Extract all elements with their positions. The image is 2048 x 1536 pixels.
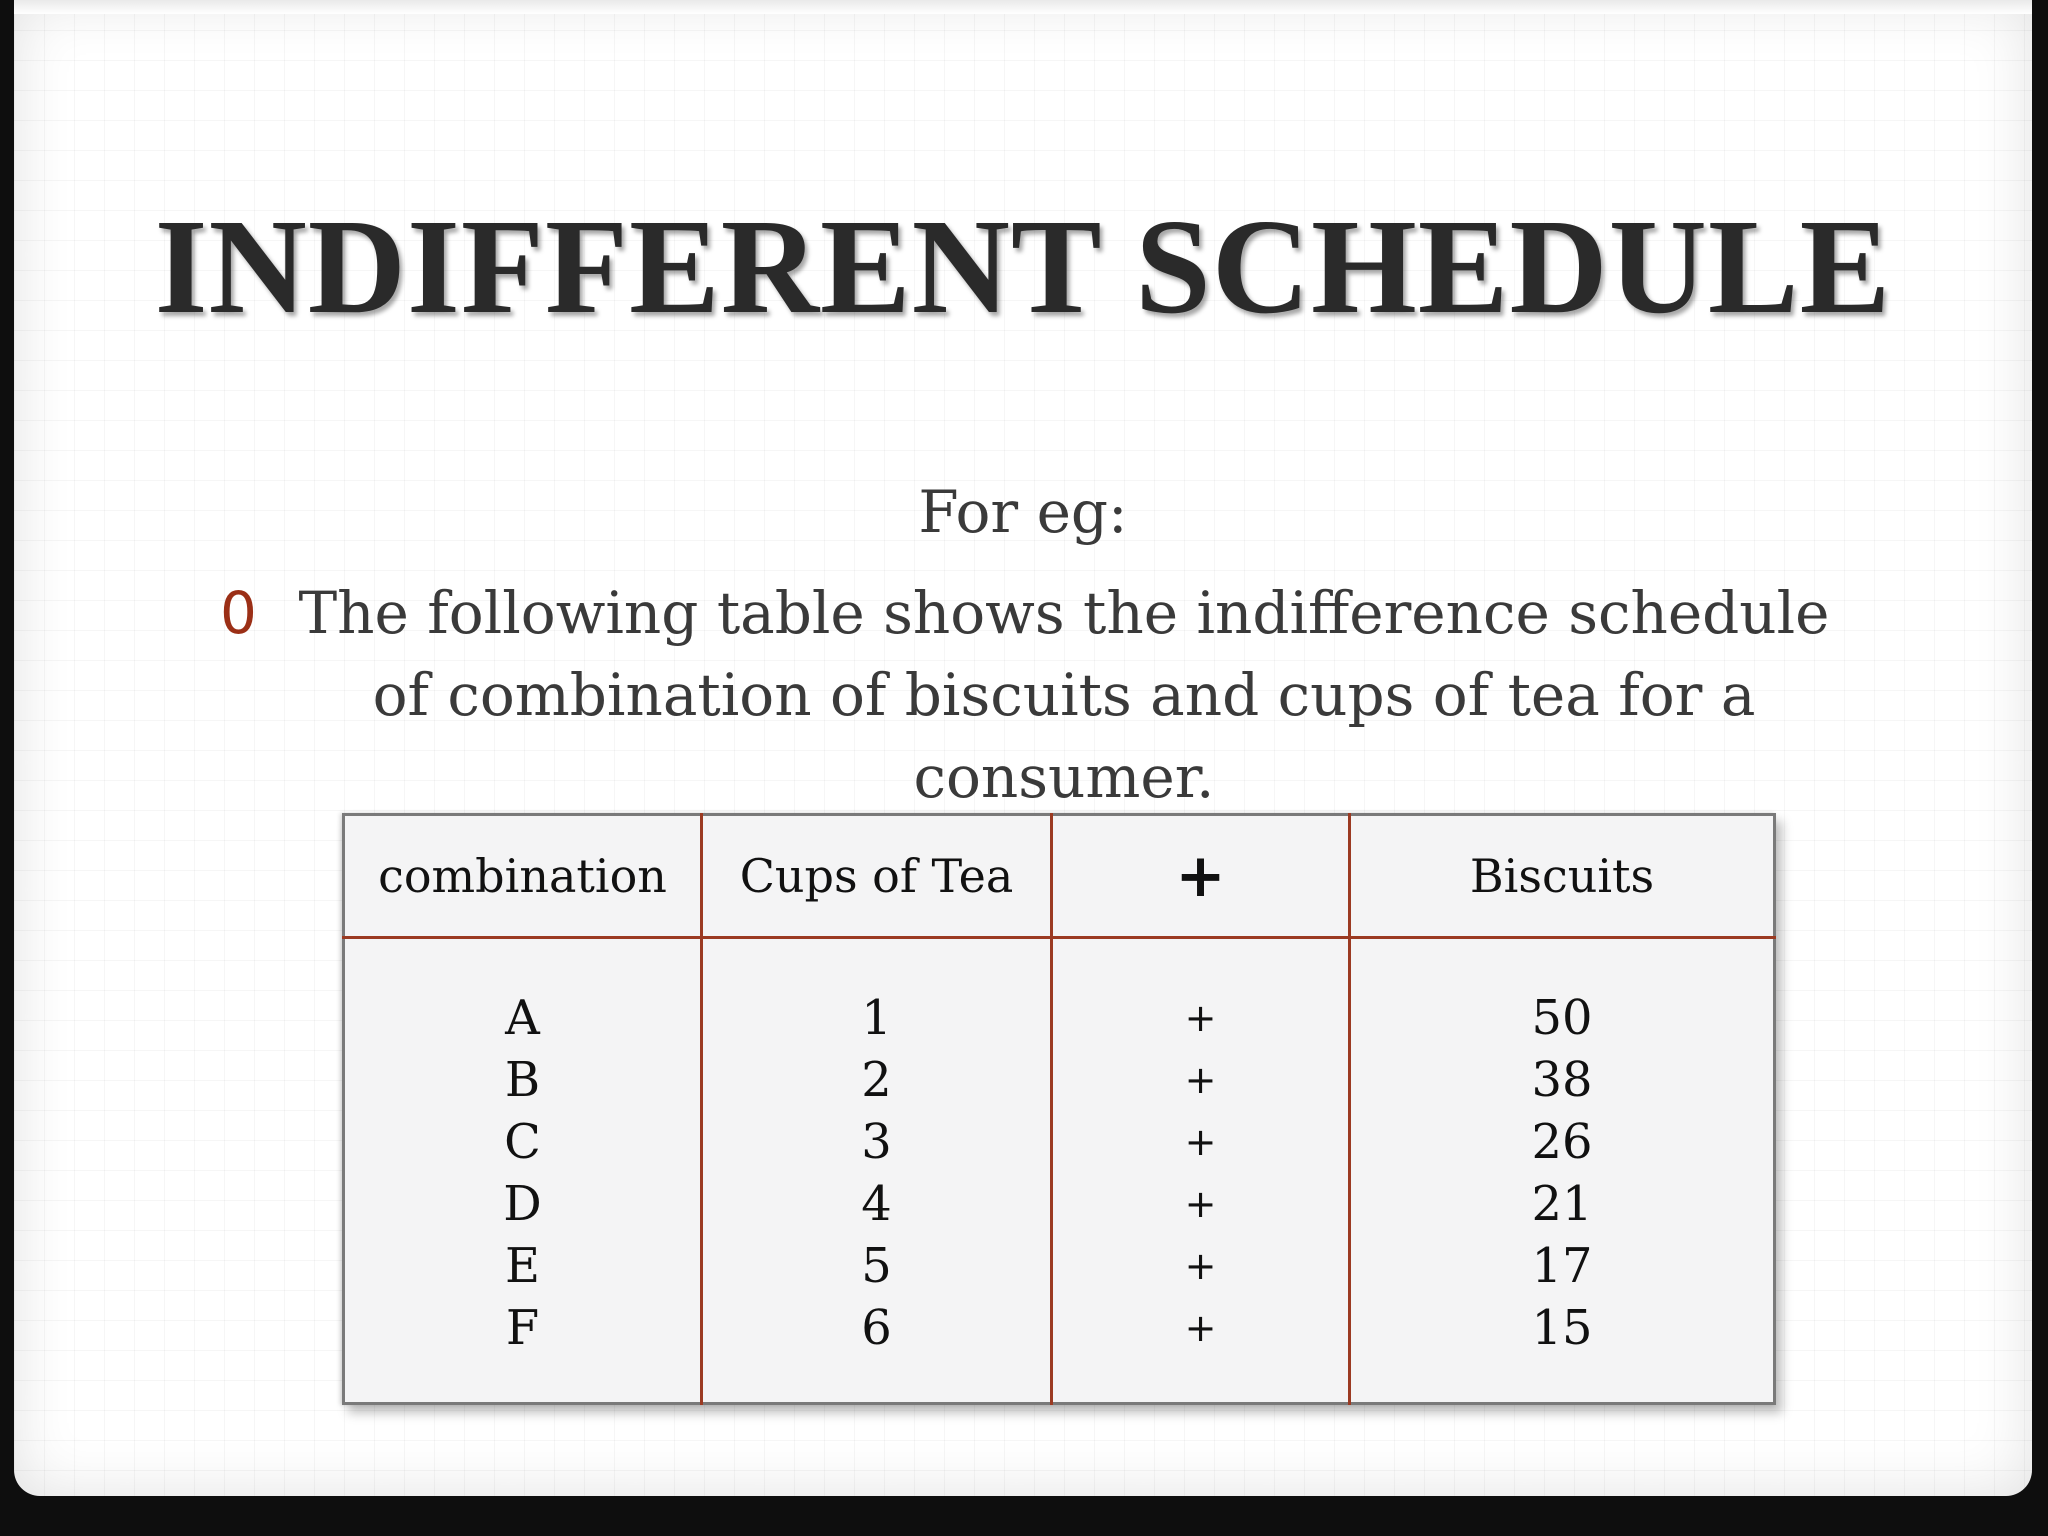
cups-value: 1 bbox=[861, 990, 892, 1046]
bullet-marker: 0 bbox=[220, 579, 257, 647]
bullet-paragraph bbox=[214, 572, 1874, 818]
header-biscuits: Biscuits bbox=[1350, 815, 1775, 938]
plus-sign: + bbox=[1184, 1306, 1217, 1350]
table-row bbox=[344, 938, 1775, 1404]
combination-column bbox=[344, 938, 702, 1404]
header-plus: + bbox=[1052, 815, 1350, 938]
header-cups-of-tea: Cups of Tea bbox=[702, 815, 1052, 938]
plus-sign: + bbox=[1184, 1182, 1217, 1226]
cups-of-tea-column bbox=[702, 938, 1052, 1404]
slide bbox=[14, 0, 2032, 1496]
cups-value: 2 bbox=[861, 1052, 892, 1108]
slide-title: INDIFFERENT SCHEDULE bbox=[154, 192, 1892, 342]
biscuits-value: 15 bbox=[1531, 1300, 1593, 1356]
plus-sign: + bbox=[1184, 1058, 1217, 1102]
cups-value: 3 bbox=[861, 1114, 892, 1170]
biscuits-column bbox=[1350, 938, 1775, 1404]
cups-value: 6 bbox=[861, 1300, 892, 1356]
biscuits-value: 17 bbox=[1531, 1238, 1593, 1294]
table-header-row bbox=[344, 815, 1775, 938]
plus-column bbox=[1052, 938, 1350, 1404]
combination-value: B bbox=[504, 1052, 541, 1108]
indifference-schedule-table bbox=[342, 813, 1776, 1405]
plus-sign: + bbox=[1184, 1244, 1217, 1288]
biscuits-value: 50 bbox=[1531, 990, 1593, 1046]
biscuits-value: 21 bbox=[1531, 1176, 1593, 1232]
intro-text: For eg: bbox=[918, 478, 1128, 546]
slide-top-strip bbox=[14, 0, 2032, 14]
combination-value: C bbox=[504, 1114, 541, 1170]
cups-value: 5 bbox=[861, 1238, 892, 1294]
header-combination: combination bbox=[344, 815, 702, 938]
combination-value: A bbox=[505, 990, 540, 1046]
cups-value: 4 bbox=[861, 1176, 892, 1232]
combination-value: D bbox=[503, 1176, 542, 1232]
combination-value: E bbox=[504, 1238, 541, 1294]
biscuits-value: 26 bbox=[1531, 1114, 1593, 1170]
combination-value: F bbox=[505, 1300, 540, 1356]
plus-sign: + bbox=[1184, 996, 1217, 1040]
bullet-text: The following table shows the indifference schedule of combination of biscuits and cups of tea for a consumer. bbox=[298, 579, 1830, 811]
plus-sign: + bbox=[1184, 1120, 1217, 1164]
schedule-table-container bbox=[342, 813, 1776, 1405]
biscuits-value: 38 bbox=[1531, 1052, 1593, 1108]
